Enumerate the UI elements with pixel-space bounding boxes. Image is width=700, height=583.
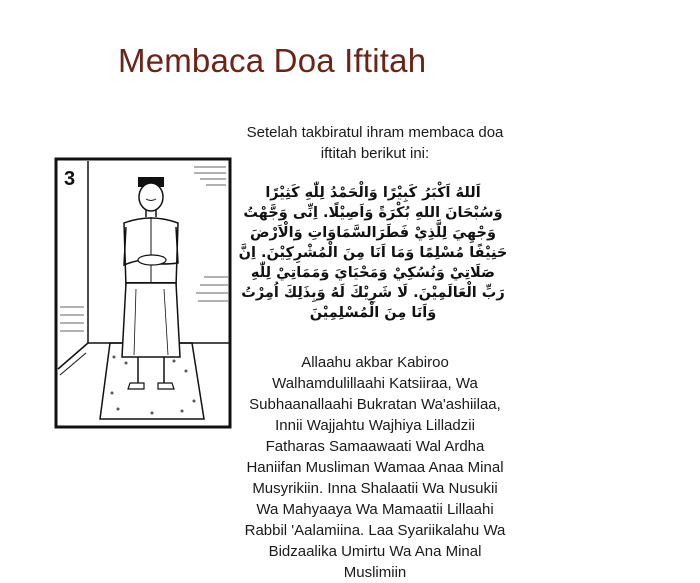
prayer-illustration: [54, 157, 232, 429]
intro-text: Setelah takbiratul ihram membaca doa iftitah berikut ini:: [246, 124, 504, 162]
praying-man-drawing: [54, 157, 232, 429]
slide-title: Membaca Doa Iftitah: [118, 42, 427, 79]
transliteration-text: Allaahu akbar Kabiroo Walhamdulillaahi Katsiiraa, Wa Subhaanallaahi Bukratan Wa'ashiilaa, Innii Wajjahtu Wajhiya Lilladzii Fatharas Samaawaati Wal Ardha Haniifan Musliman Wamaa Anaa Minal Musyrikiin. Inna Shalaatii Wa Nusukii Wa Mahyaaya Wa Mamaatii Lillaahi Rabbil 'Aalamiina. Laa Syariikalahu Wa Bidzaalika Umirtu Wa Ana Minal Muslimiin: [244, 354, 506, 581]
arabic-prayer-text: اَللهُ اَكْبَرُ كَبِيْرًا وَالْحَمْدُ لِلّٰهِ كَثِيْرًا وَسُبْحَانَ اللهِ بُكْرَةً وَاَصِيْلًا. اِنِّى وَجَّهْتُ وَجْهِيَ لِلَّذِيْ فَطَرَالسَّمَاوَاتِ وَالْاَرْضَ حَنِيْفًا مُسْلِمًا وَمَا اَنَا مِنَ الْمُشْرِكِيْنَ. اِنَّ صَلَاتِيْ وَنُسُكِيْ وَمَحْيَايَ وَمَمَاتِيْ لِلّٰهِ رَبِّ الْعَالَمِيْنَ. لَا شَرِيْكَ لَهُ وَبِذَلِكَ اُمِرْتُ وَاَنَا مِنَ الْمُسْلِمِيْنَ: [238, 185, 508, 321]
figure-number: 3: [64, 168, 76, 190]
